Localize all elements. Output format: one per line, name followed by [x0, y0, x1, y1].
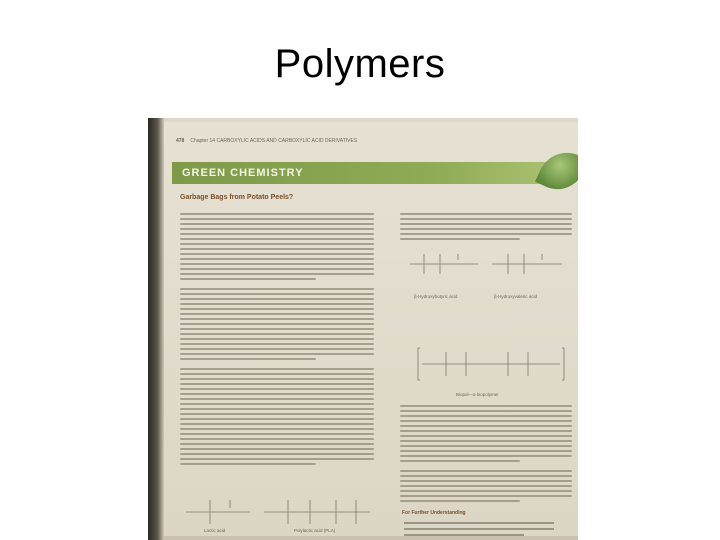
- slide-title: Polymers: [274, 42, 446, 86]
- question-line: [404, 528, 554, 530]
- textbook-photo: [148, 118, 578, 540]
- pla-label: Polylactic acid (PLA): [294, 528, 336, 533]
- running-header: [176, 138, 357, 144]
- question-line: [404, 522, 554, 524]
- left-column-text: [180, 210, 374, 450]
- hydroxybutyric-label: β-Hydroxybutyric acid: [414, 294, 458, 299]
- textbook-page: [164, 122, 578, 540]
- further-understanding-heading: For Further Understanding: [402, 510, 466, 516]
- green-chemistry-banner: [172, 162, 548, 184]
- book-spine-shadow: [148, 118, 164, 540]
- hydroxy-acids-structures: [400, 242, 572, 292]
- chapter-header: Chapter 14 CARBOXYLIC ACIDS AND CARBOXYLIC ACID DERIVATIVES: [190, 138, 358, 144]
- box-subheading: Garbage Bags from Potato Peels?: [180, 194, 294, 201]
- lactic-acid-label: Lactic acid: [204, 528, 226, 533]
- hydroxyvaleric-label: β-Hydroxyvaleric acid: [494, 294, 538, 299]
- page-bottom-edge: [164, 536, 578, 540]
- banner-title: GREEN CHEMISTRY: [182, 167, 304, 179]
- right-column-intro: [400, 210, 572, 240]
- page-number: 478: [176, 138, 185, 144]
- leaf-image: [535, 144, 578, 199]
- biopol-structure: [416, 344, 566, 388]
- right-column-body: [400, 402, 572, 502]
- biopol-label: Biopol—a biopolymer: [456, 392, 499, 397]
